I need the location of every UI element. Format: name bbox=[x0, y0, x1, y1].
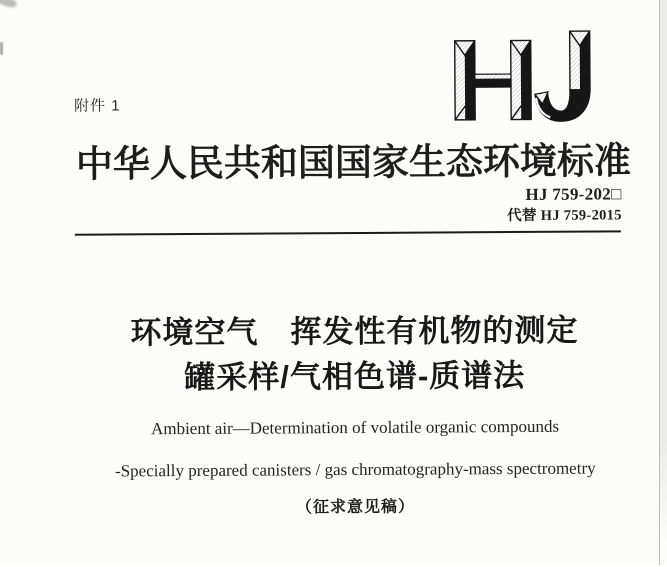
standard-number: HJ 759-202□ bbox=[525, 184, 622, 204]
replaces-note: 代替 HJ 759-2015 bbox=[507, 207, 622, 225]
draft-note: （征求意见稿） bbox=[295, 498, 416, 517]
hj-logo-svg bbox=[454, 28, 592, 125]
scan-mark-left-edge bbox=[0, 42, 3, 55]
scan-smudge-top-left bbox=[0, 0, 18, 9]
title-en-line1: Ambient air—Determination of volatile organic compounds bbox=[150, 416, 560, 439]
attachment-label: 附件 1 bbox=[74, 97, 121, 115]
title-en-line2: -Specially prepared canisters / gas chromatography-mass spectrometry bbox=[114, 458, 596, 481]
header-rule bbox=[75, 230, 621, 236]
hj-logo-icon bbox=[454, 28, 592, 125]
page-right-edge bbox=[659, 0, 667, 565]
standard-org-title: 中华人民共和国国家生态环境标准 bbox=[75, 141, 632, 186]
page-content bbox=[73, 0, 634, 567]
title-cn-line1: 环境空气 挥发性有机物的测定 bbox=[130, 312, 579, 351]
title-cn-line2: 罐采样/气相色谱-质谱法 bbox=[184, 357, 526, 396]
